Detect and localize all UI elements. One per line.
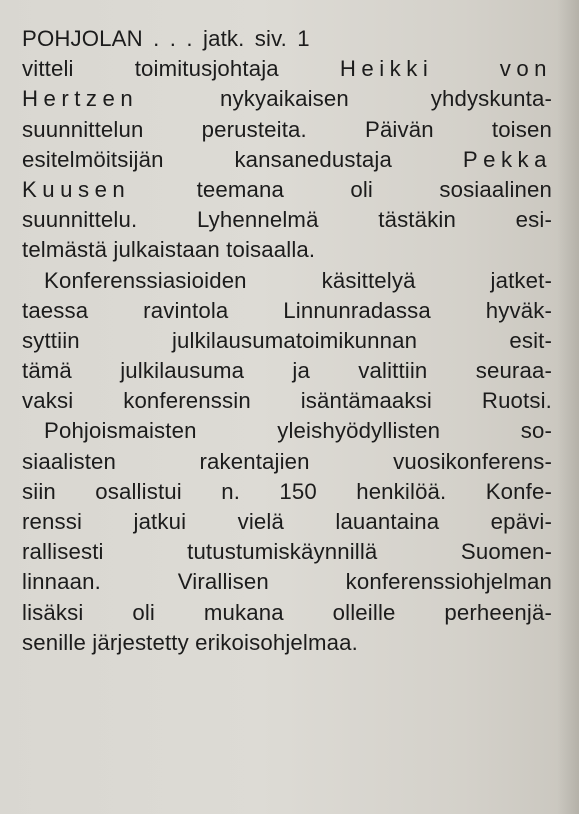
person-name-spaced: Pekka: [462, 146, 552, 172]
article-line: siin osallistui n. 150 henkilöä. Konfe-: [22, 478, 552, 504]
article-line: linnaan. Virallisen konferenssiohjelman: [22, 569, 552, 595]
article-line: suunnittelu. Lyhennelmä tästäkin esi-: [22, 207, 552, 233]
person-name-spaced: Hertzen: [22, 86, 139, 112]
line-text: esitelmöitsijän kansanedustaja: [22, 146, 463, 172]
article-line: renssi jatkui vielä lauantaina epävi-: [22, 509, 552, 534]
article-line: telmästä julkaistaan toisaalla.: [22, 237, 316, 263]
paragraph-start-line: Pohjoismaisten yleishyödyllisten so-: [44, 418, 552, 444]
line-text: teemana oli sosiaalinen: [130, 176, 552, 202]
person-name-spaced: Heikki: [339, 56, 434, 82]
article-line: vaksi konferenssin isäntämaaksi Ruotsi.: [22, 388, 552, 414]
article-column: [22, 24, 552, 658]
article-line: taessa ravintola Linnunradassa hyväk-: [22, 297, 552, 323]
line-text: vitteli toimitusjohtaja: [22, 56, 340, 82]
line-text: nykyaikaisen yhdyskunta-: [138, 86, 552, 112]
article-line: [22, 54, 552, 84]
article-line: syttiin julkilausumatoimikunnan esit-: [22, 327, 552, 353]
person-name-spaced: von: [433, 56, 552, 82]
article-line: rallisesti tutustumiskäynnillä Suomen-: [22, 539, 552, 565]
article-line: senille järjestetty erikoisohjelmaa.: [22, 629, 358, 655]
article-line: [22, 175, 552, 205]
article-line: tämä julkilausuma ja valittiin seuraa-: [22, 358, 552, 384]
article-line: [22, 145, 552, 175]
article-line: lisäksi oli mukana olleille perheenjä-: [22, 599, 552, 625]
article-line: suunnittelun perusteita. Päivän toisen: [22, 116, 552, 142]
continuation-header: POHJOLAN . . . jatk. siv. 1: [22, 26, 310, 51]
article-line: [22, 84, 552, 114]
article-line: siaalisten rakentajien vuosikonferens-: [22, 448, 552, 474]
person-name-spaced: Kuusen: [22, 176, 131, 202]
page-edge-shadow: [557, 0, 579, 814]
paragraph-start-line: Konferenssiasioiden käsittelyä jatket-: [44, 267, 552, 293]
